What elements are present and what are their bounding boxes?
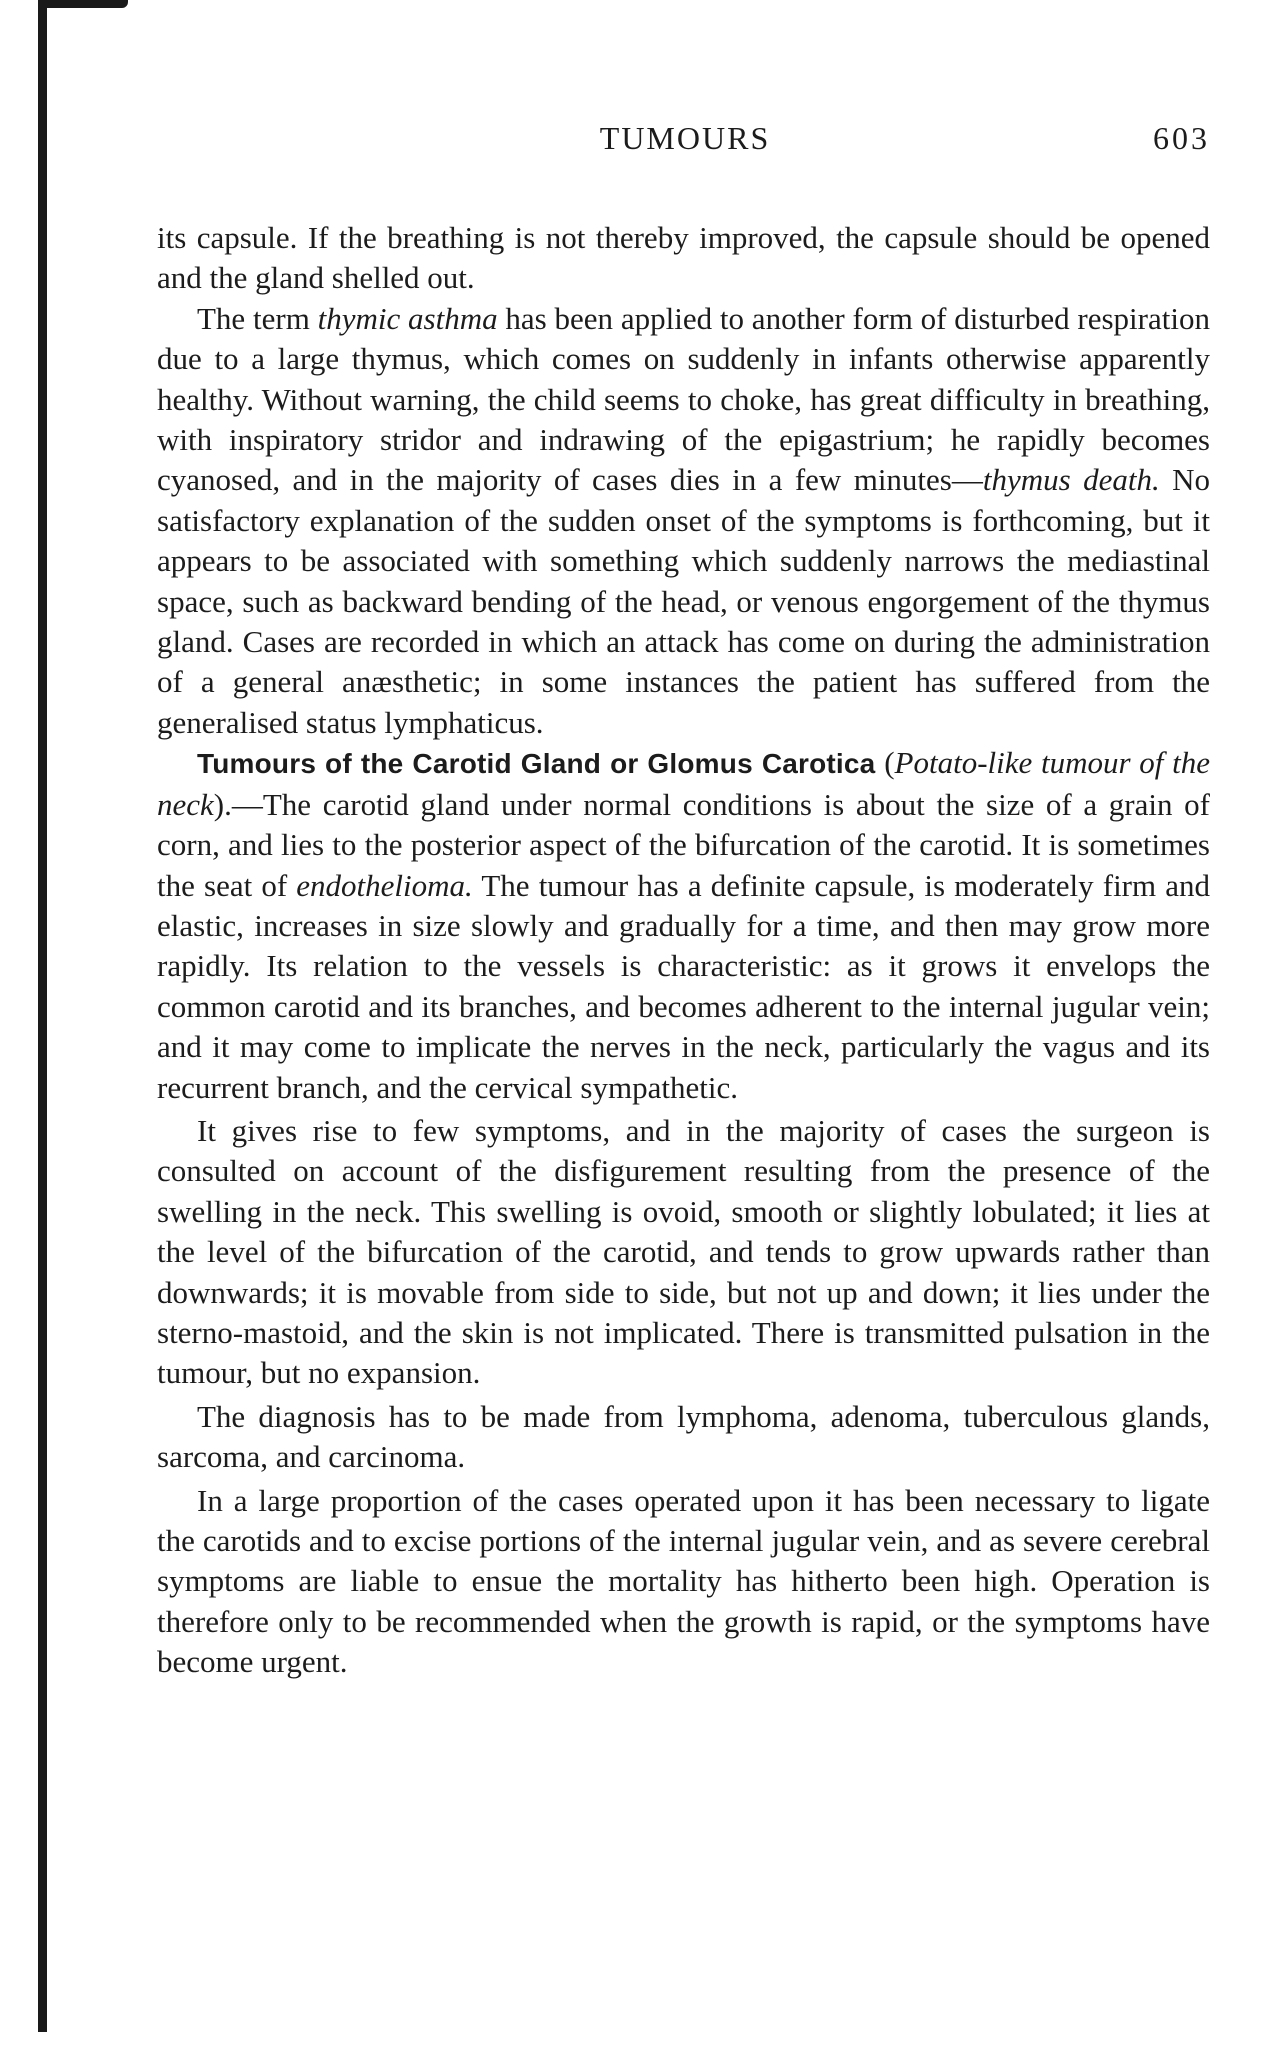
running-head [160, 120, 1210, 164]
term-endothelioma: endothelioma. [296, 867, 473, 903]
paragraph-carotid-gland [157, 743, 1210, 1108]
section-heading-carotid-gland: Tumours of the Carotid Gland or Glomus Carotica [197, 748, 876, 780]
paragraph-diagnosis: The diagnosis has to be made from lymphoma, adenoma, tuberculous glands, sarcoma, and carcinoma. [157, 1398, 1210, 1475]
term-thymic-asthma: thymic asthma [317, 300, 498, 336]
paragraph-capsule: its capsule. If the breathing is not thereby improved, the capsule should be opened and the gland shelled out. [157, 220, 1210, 296]
paragraph-carotid-gland-body: ).—The carotid gland under normal conditions is about the size of a grain of corn, and lies to the posterior aspect of the bifurcation of the carotid. It is sometimes the seat of [157, 786, 1210, 903]
binding-edge-rule [38, 0, 47, 2032]
page-number: 603 [1153, 120, 1210, 156]
running-title: TUMOURS [599, 120, 771, 156]
paragraph-carotid-gland-rest: The tumour has a definite capsule, is moderately firm and elastic, increases in size slowly and gradually for a time, and then may grow more rapidly. Its relation to the vessels is characteristic: as it grows it envelops the common carotid and its branches, and becomes adherent to the internal jugular vein; and it may come to implicate the nerves in the neck, particularly the vagus and its recurrent branch, and the cervical sympathetic. [157, 867, 1211, 1105]
paragraph-thymic-asthma-intro: The term [197, 300, 318, 336]
paragraph-treatment: In a large proportion of the cases operated upon it has been necessary to ligate the carotids and to excise portions of the internal jugular vein, and as severe cerebral symptoms are liable to ensue the mortality has hitherto been high. Operation is therefore only to be recommended when the growth is rapid, or the symptoms have become urgent. [157, 1482, 1210, 1680]
body-text [157, 218, 1210, 1683]
section-subtitle-potato-tumour: Potato-like tumour of the neck [157, 745, 1210, 822]
paren-open: ( [875, 745, 895, 781]
term-thymus-death: thymus death. [982, 462, 1160, 498]
paragraph-symptoms: It gives rise to few symptoms, and in the majority of cases the surgeon is consulted on account of the disfigurement resulting from the presence of the swelling in the neck. This swelling is ovoid, smooth or slightly lobulated; it lies at the level of the bifurcation of the carotid, and tends to grow upwards rather than downwards; it is movable from side to side, but not up and down; it lies under the sterno-mastoid, and the skin is not implicated. There is transmitted pulsation in the tumour, but no expansion. [157, 1112, 1210, 1391]
paragraph-thymic-asthma-body: has been applied to another form of disturbed respiration due to a large thymus, which comes on suddenly in infants otherwise apparently healthy. Without warning, the child seems to choke, has great difficulty in breathing, with inspiratory stridor and indrawing of the epigastrium; he rapidly becomes cyanosed, and in the majority of cases dies in a few minutes— [157, 300, 1210, 498]
binding-edge-hook [38, 0, 128, 8]
paragraph-thymic-asthma [157, 299, 1210, 743]
paragraph-thymic-asthma-rest: No satisfactory explanation of the sudden onset of the symptoms is forthcoming, but it appears to be associated with something which suddenly narrows the mediastinal space, such as backward bending of the head, or venous engorgement of the thymus gland. Cases are recorded in which an attack has come on during the administration of a general anæsthetic; in some instances the patient has suffered from the generalised status lymphaticus. [157, 462, 1210, 740]
